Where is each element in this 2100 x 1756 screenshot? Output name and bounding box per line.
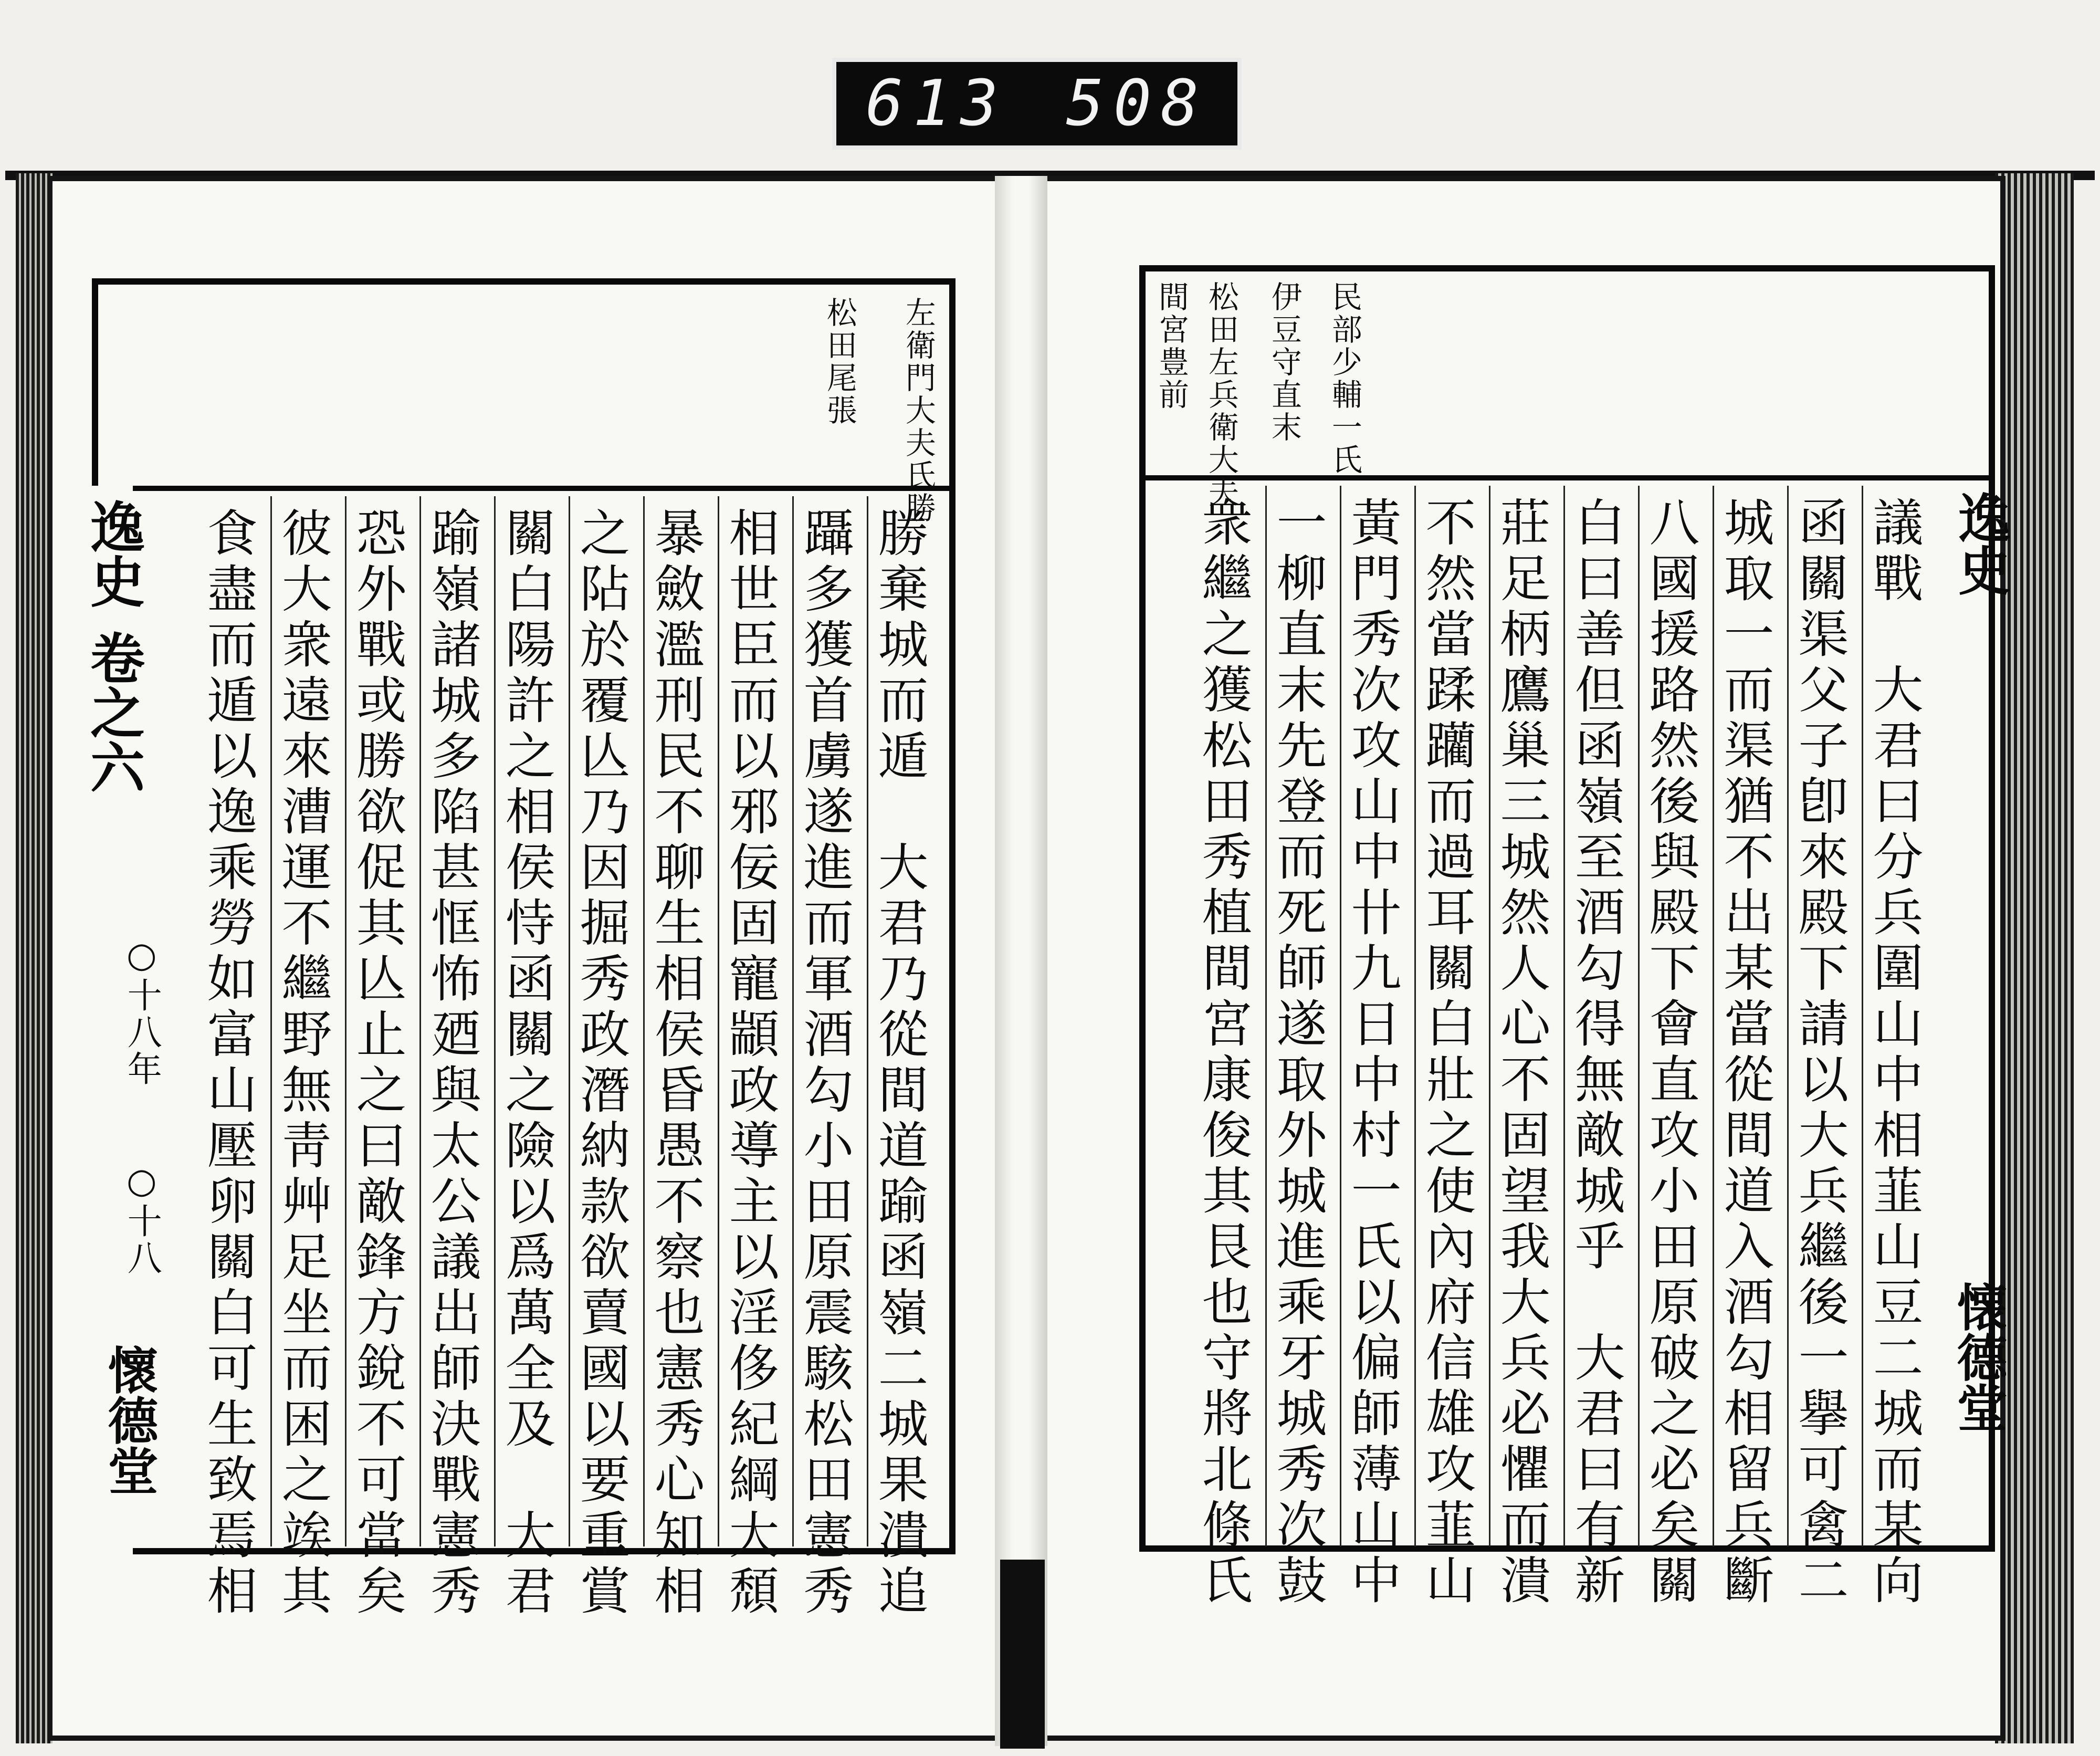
left-page-column-divider: [792, 496, 794, 1546]
left-page-column-divider: [345, 496, 346, 1546]
catalog-number-right: 508: [1066, 67, 1209, 140]
right-header-rule: [1139, 475, 1995, 480]
catalog-label: [832, 58, 1242, 150]
left-page-column-divider: [867, 496, 868, 1546]
right-page-column-divider: [1414, 486, 1416, 1546]
gutter-shadow: [1000, 1560, 1045, 1749]
left-page-column-4: 暴斂濫刑民不聊生相侯昏愚不察也憲秀心知相: [646, 507, 705, 1620]
right-page-column-1: 議戰 大君曰分兵圍山中相韮山豆二城而某向: [1865, 496, 1924, 1609]
left-page-column-8: 恐外戰或勝欲促其亾止之曰敵鋒方銳不可當矣: [348, 507, 407, 1620]
left-header-rule: [92, 486, 956, 491]
right-corner-publisher: 懐德堂: [1949, 1281, 2008, 1433]
right-page-column-7: 不然當蹂躪而過耳關白壯之使內府信雄攻韮山: [1418, 496, 1476, 1609]
right-page-column-4: 八國援路然後與殿下會直攻小田原破之必矣關: [1641, 496, 1700, 1609]
right-corner-title: 逸史: [1949, 491, 2011, 596]
right-page-column-divider: [1340, 486, 1341, 1546]
left-page-column-divider: [270, 496, 272, 1546]
right-header-name-3: 松田左兵衛大夫: [1203, 281, 1239, 509]
left-page-column-divider: [494, 496, 496, 1546]
left-page-column-2: 躡多獲首虜遂進而軍酒勾小田原震駭松田憲秀: [795, 507, 854, 1620]
right-page-column-3: 城取一而渠猶不出某當從間道入酒勾相留兵斷: [1716, 496, 1774, 1609]
left-volume-title: 卷之六: [81, 630, 145, 794]
right-page-column-divider: [1489, 486, 1490, 1546]
right-page-column-2: 函關渠父子卽來殿下請以大兵繼後一擧可禽二: [1790, 496, 1849, 1609]
right-page-column-10: 衆繼之獲松田秀植間宮康俊其艮也守將北條氏: [1194, 496, 1253, 1609]
left-page-note: ○十八: [121, 1161, 162, 1277]
right-page-column-6: 莊足柄鷹巢三城然人心不固望我大兵必懼而潰: [1492, 496, 1551, 1609]
right-page-column-5: 白曰善但函嶺至酒勾得無敵城乎 大君曰有新: [1567, 496, 1625, 1609]
catalog-number-left: 613: [865, 67, 1008, 140]
right-page-column-divider: [1787, 486, 1789, 1546]
left-publisher: 懷德堂: [100, 1344, 159, 1496]
right-page-column-divider: [1638, 486, 1640, 1546]
left-page-column-1: 勝棄城而遁 大君乃從間道踰函嶺二城果潰追: [870, 507, 929, 1620]
right-header-name-1: 民部少輔一氏: [1326, 281, 1362, 476]
left-book-title: 逸史: [81, 499, 145, 608]
left-page-column-divider: [419, 496, 421, 1546]
right-page-column-8: 黃門秀次攻山中卄九日中村一氏以偏師薄山中: [1343, 496, 1402, 1609]
right-header-name-4: 間宮豊前: [1153, 281, 1189, 411]
left-page-column-10: 食盡而遁以逸乘勞如富山壓卵關白可生致焉相: [199, 507, 258, 1620]
left-page-column-5: 之阽於覆亾乃因掘秀政潛納款欲賣國以要重賞: [572, 507, 631, 1620]
book-spine-gutter: [995, 176, 1047, 1746]
left-page-column-6: 關白陽許之相侯恃函關之險以爲萬全及 大君: [497, 507, 556, 1620]
left-page-column-divider: [718, 496, 719, 1546]
left-page-column-7: 踰嶺諸城多陷甚恇怖廼與太公議出師決戰憲秀: [423, 507, 481, 1620]
left-header-name-1: 左衛門大夫氏勝: [900, 297, 936, 525]
right-page-column-9: 一柳直末先登而死師遂取外城進乘牙城秀次鼓: [1268, 496, 1327, 1609]
right-page-column-divider: [1713, 486, 1714, 1546]
right-page-column-divider: [1563, 486, 1565, 1546]
left-page-column-9: 彼大衆遠來漕運不繼野無靑艸足坐而困之竢其: [274, 507, 332, 1620]
left-page-column-divider: [643, 496, 645, 1546]
left-page-column-divider: [569, 496, 570, 1546]
left-page-column-3: 相世臣而以邪佞固寵顓政導主以淫侈紀綱大頹: [721, 507, 780, 1620]
right-page-column-divider: [1862, 486, 1863, 1546]
right-page-column-divider: [1265, 486, 1267, 1546]
right-page-stack-edge: [1995, 173, 2074, 1743]
left-header-name-2: 松田尾張: [821, 297, 857, 427]
right-header-name-2: 伊豆守直末: [1266, 281, 1302, 444]
left-year-note: ○十八年: [121, 935, 162, 1088]
